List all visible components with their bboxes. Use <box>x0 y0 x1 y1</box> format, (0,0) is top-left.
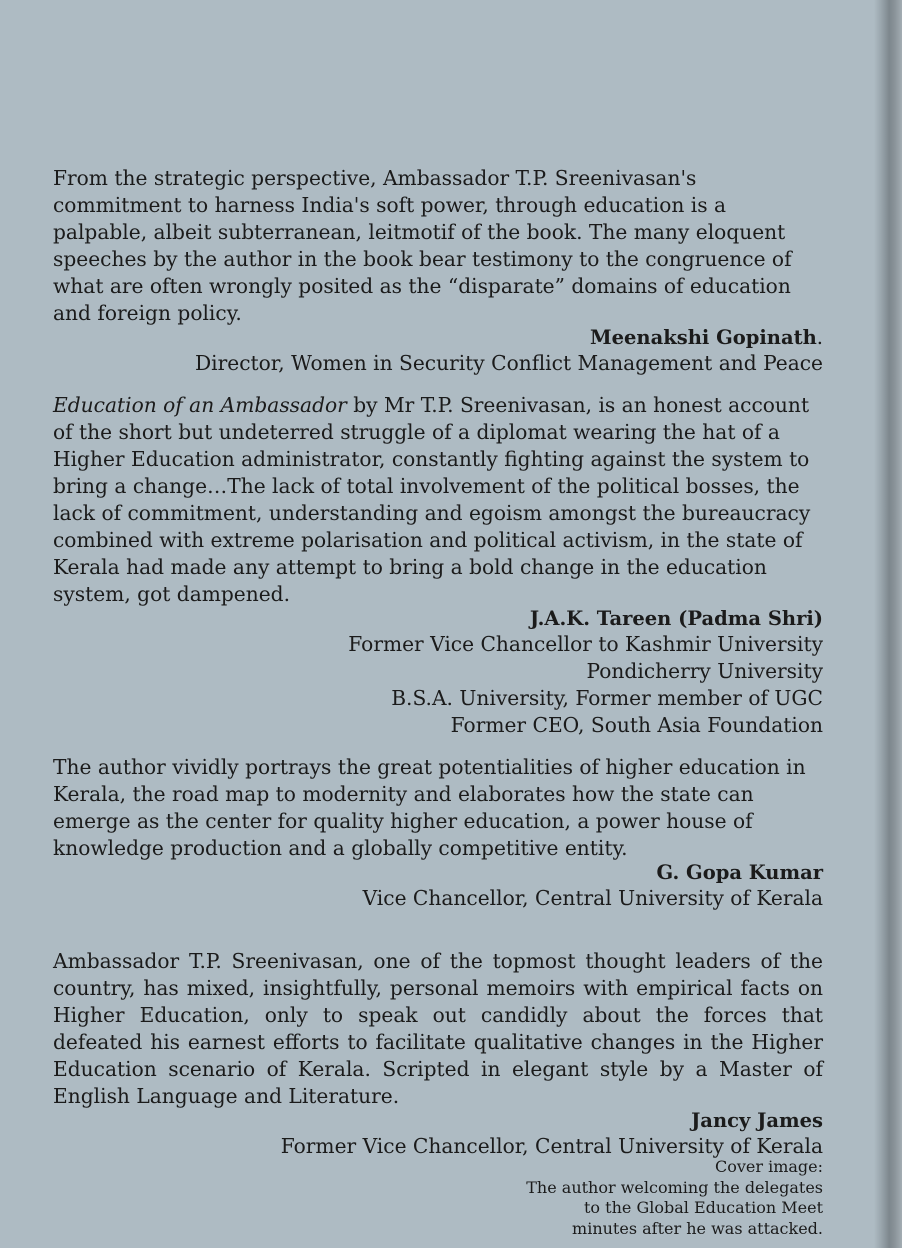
back-cover-text <box>53 165 823 1160</box>
blurb-author-role: Vice Chancellor, Central University of Kerala <box>362 886 823 910</box>
blurb-author-role: B.S.A. University, Former member of UGC <box>391 686 823 710</box>
blurb-body: by Mr T.P. Sreenivasan, is an honest account of the short but undeterred struggle of a diplomat wearing the hat of a Higher Education administrator, constantly fighting against the system to bring a change…The lack of total involvement of the political bosses, the lack of commitment, understanding and egoism amongst the bureaucracy combined with extreme polarisation and political activism, in the state of Kerala had made any attempt to bring a bold change in the education system, got dampened. <box>53 393 811 606</box>
blurb-author-name: J.A.K. Tareen (Padma Shri) <box>529 607 823 630</box>
blurb-author-role: Former Vice Chancellor, Central University of Kerala <box>280 1134 823 1158</box>
blurb-text: Ambassador T.P. Sreenivasan, one of the topmost thought leaders of the country, has mixed, insightfully, personal memoirs with empirical facts on Higher Education, only to speak out candidly about the forces that defeated his earnest efforts to facilitate qualitative changes in the Higher Education scenario of Kerala. Scripted in elegant style by a Master of English Language and Literature. <box>53 949 823 1108</box>
book-spine-shadow <box>874 0 902 1248</box>
caption-line: minutes after he was attacked. <box>572 1218 823 1238</box>
author-name: Meenakshi Gopinath <box>590 326 817 349</box>
book-title: Education of an Ambassador <box>53 393 347 417</box>
blurb-author-role: Pondicherry University <box>586 659 823 683</box>
blurb-text <box>53 392 823 608</box>
blurb-text: From the strategic perspective, Ambassador T.P. Sreenivasan's commitment to harness India's soft power, through education is a palpable, albeit subterranean, leitmotif of the book. The many eloquent speeches by the author in the book bear testimony to the congruence of what are often wrongly posited as the “disparate” domains of education and foreign policy. <box>53 166 792 325</box>
cover-image-caption <box>423 1157 823 1239</box>
caption-line: Cover image: <box>714 1157 823 1176</box>
caption-line: The author welcoming the delegates <box>526 1177 823 1197</box>
blurb-author-name: Jancy James <box>691 1109 823 1132</box>
blurb-author-role: Former Vice Chancellor to Kashmir University <box>348 632 823 656</box>
blurb-author-name: G. Gopa Kumar <box>656 861 823 884</box>
blurb-text: The author vividly portrays the great potentialities of higher education in Kerala, the road map to modernity and elaborates how the state can emerge as the center for quality higher education, a power house of knowledge production and a globally competitive entity. <box>53 755 806 860</box>
blurb-author-name <box>53 326 823 350</box>
blurb-author-role: Former CEO, South Asia Foundation <box>450 713 823 737</box>
author-name-suffix: . <box>816 326 823 349</box>
blurb-author-role: Director, Women in Security Conflict Management and Peace <box>195 351 823 375</box>
caption-line: to the Global Education Meet <box>584 1198 823 1217</box>
